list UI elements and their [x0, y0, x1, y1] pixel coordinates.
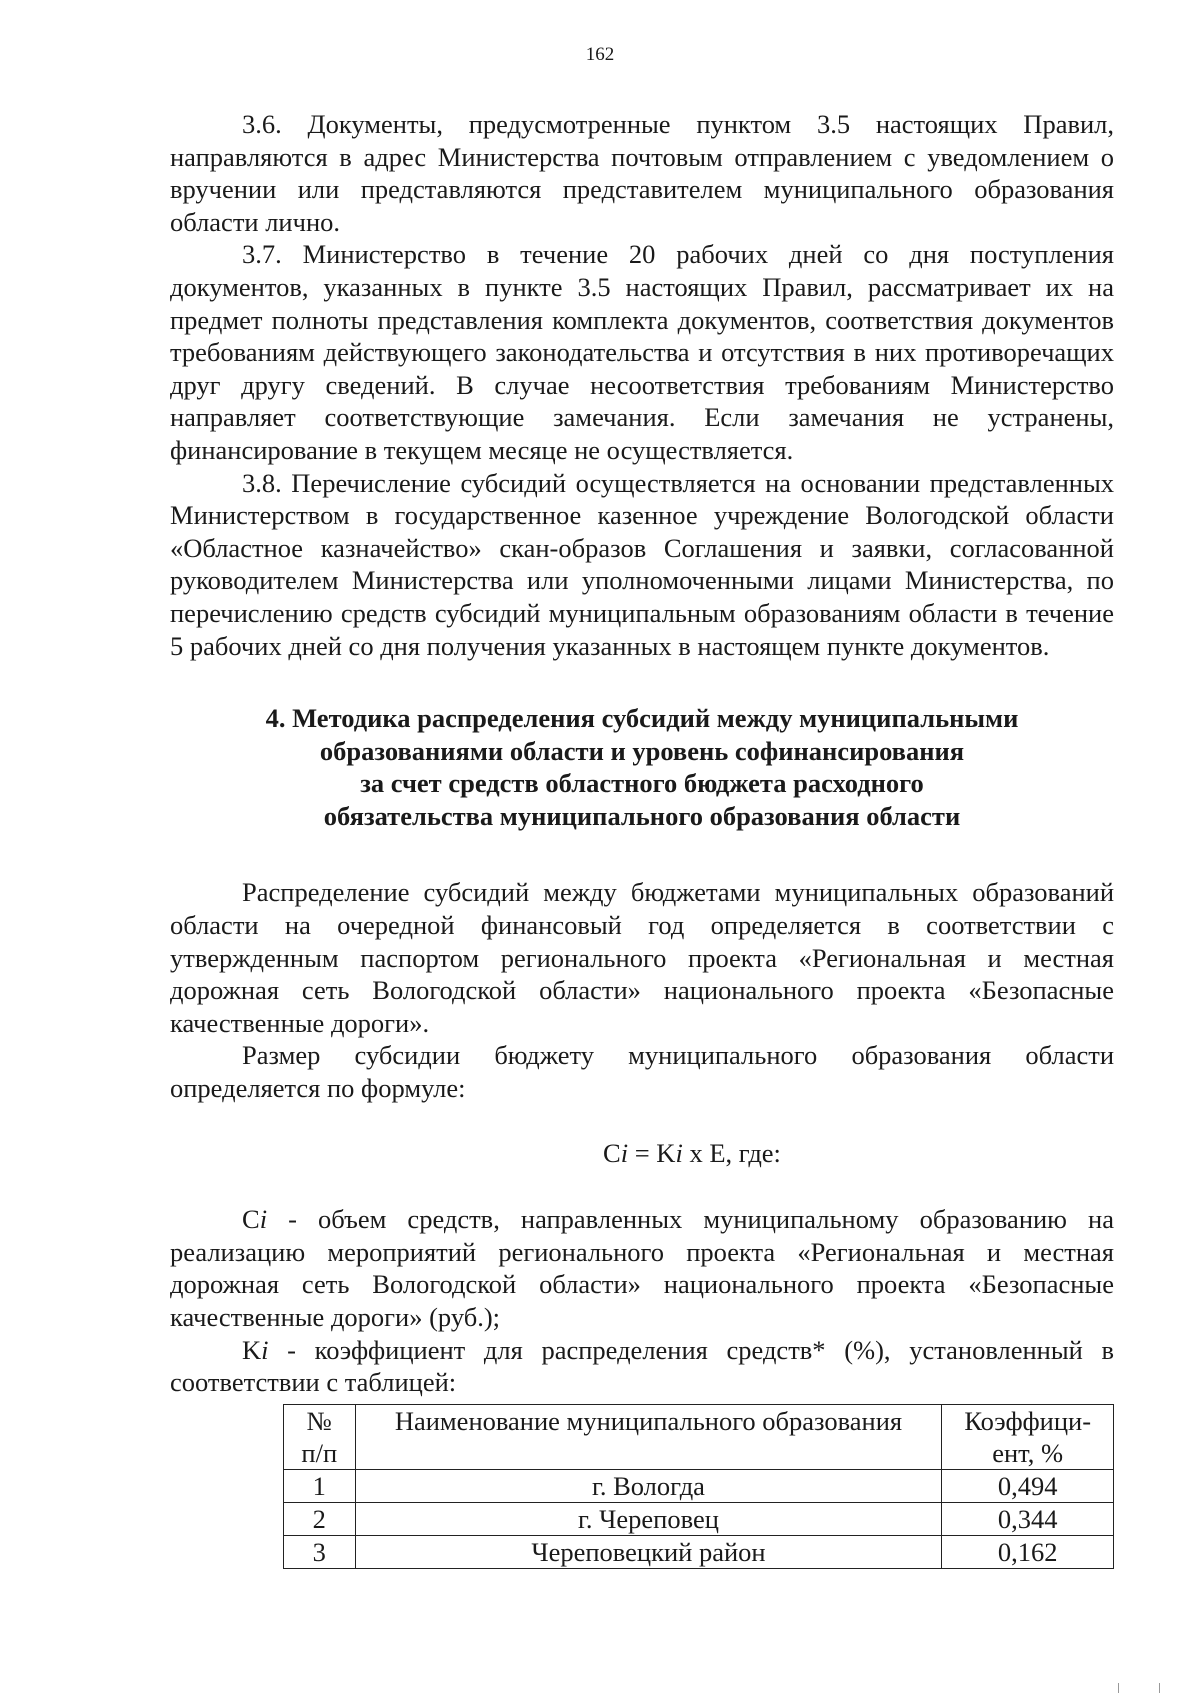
- section-4-heading: [170, 702, 1114, 832]
- header-num: [284, 1405, 356, 1470]
- table-row: [284, 1536, 1114, 1569]
- coefficient-table: [283, 1404, 1114, 1569]
- ki-symbol: K: [242, 1334, 262, 1365]
- header-coef-line: ент, %: [992, 1438, 1064, 1468]
- formula-eq: = K: [628, 1137, 676, 1168]
- heading-line: 4. Методика распределения субсидий между муниципальными: [265, 703, 1019, 734]
- table-header-row: [284, 1405, 1114, 1470]
- document-body: [170, 108, 1114, 1399]
- cell-name: г. Вологда: [355, 1470, 942, 1503]
- table-row: [284, 1503, 1114, 1536]
- header-num-line: п/п: [301, 1438, 338, 1468]
- header-coef-line: Коэффици-: [964, 1406, 1092, 1436]
- table-row: [284, 1470, 1114, 1503]
- cell-num: 2: [284, 1503, 356, 1536]
- formula: [170, 1137, 1114, 1170]
- paragraph-formula-intro: Размер субсидии бюджету муниципального образования области определяется по формуле:: [170, 1040, 1114, 1104]
- paragraph-3-7: 3.7. Министерство в течение 20 рабочих дней со дня поступления документов, указанных в пункте 3.5 настоящих Правил, рассматривает их на предмет полноты представления комплекта документов, соответствия документов требованиям действующего законодательства и отсутствия в них противоречащих друг другу сведений. В случае несоответствия требованиям Министерство направляет соответствующие замечания. Если замечания не устранены, финансирование в текущем месяце не осуществляется.: [170, 239, 1114, 465]
- header-coef: [942, 1405, 1114, 1470]
- cell-name: г. Череповец: [355, 1503, 942, 1536]
- heading-line: за счет средств областного бюджета расходного: [360, 768, 924, 799]
- definition-ki: [170, 1334, 1114, 1399]
- header-num-line: №: [306, 1406, 332, 1436]
- formula-rest: x E, где:: [682, 1137, 781, 1168]
- formula-index: i: [620, 1137, 629, 1168]
- definition-ci: [170, 1203, 1114, 1333]
- paragraph-distribution: Распределение субсидий между бюджетами муниципальных образований области на очередной финансовый год определяется в соответствии с утвержденным паспортом регионального проекта «Региональная и местная дорожная сеть Вологодской области» национального проекта «Безопасные качественные дороги».: [170, 877, 1114, 1038]
- ci-symbol: C: [242, 1204, 260, 1235]
- cell-coef: 0,162: [942, 1536, 1114, 1569]
- cell-coef: 0,344: [942, 1503, 1114, 1536]
- heading-line: образованиями области и уровень софинансирования: [319, 735, 965, 766]
- scan-artifact: [1118, 1683, 1160, 1693]
- cell-num: 1: [284, 1470, 356, 1503]
- ki-index: i: [261, 1334, 269, 1365]
- cell-num: 3: [284, 1536, 356, 1569]
- cell-name: Череповецкий район: [355, 1536, 942, 1569]
- ki-text: - коэффициент для распределения средств* (%), установленный в соответствии с таблицей:: [170, 1334, 1114, 1398]
- cell-coef: 0,494: [942, 1470, 1114, 1503]
- heading-line: обязательства муниципального образования области: [323, 800, 961, 831]
- formula-index: i: [675, 1137, 683, 1168]
- formula-c: C: [603, 1137, 621, 1168]
- ci-index: i: [259, 1204, 268, 1235]
- page-number: 162: [585, 44, 615, 65]
- ci-text: - объем средств, направленных муниципальному образованию на реализацию мероприятий регионального проекта «Региональная и местная дорожная сеть Вологодской области» национального проекта «Безопасные качественные дороги» (руб.);: [170, 1204, 1114, 1332]
- paragraph-3-8: 3.8. Перечисление субсидий осуществляется на основании представленных Министерством в государственное казенное учреждение Вологодской области «Областное казначейство» скан-образов Соглашения и заявки, согласованной руководителем Министерства или уполномоченными лицами Министерства, по перечислению средств субсидий муниципальным образованиям области в течение 5 рабочих дней со дня получения указанных в настоящем пункте документов.: [170, 467, 1114, 661]
- paragraph-3-6: 3.6. Документы, предусмотренные пунктом 3.5 настоящих Правил, направляются в адрес Министерства почтовым отправлением с уведомлением о вручении или представляются представителем муниципального образования области лично.: [170, 109, 1114, 237]
- header-name: Наименование муниципального образования: [355, 1405, 942, 1470]
